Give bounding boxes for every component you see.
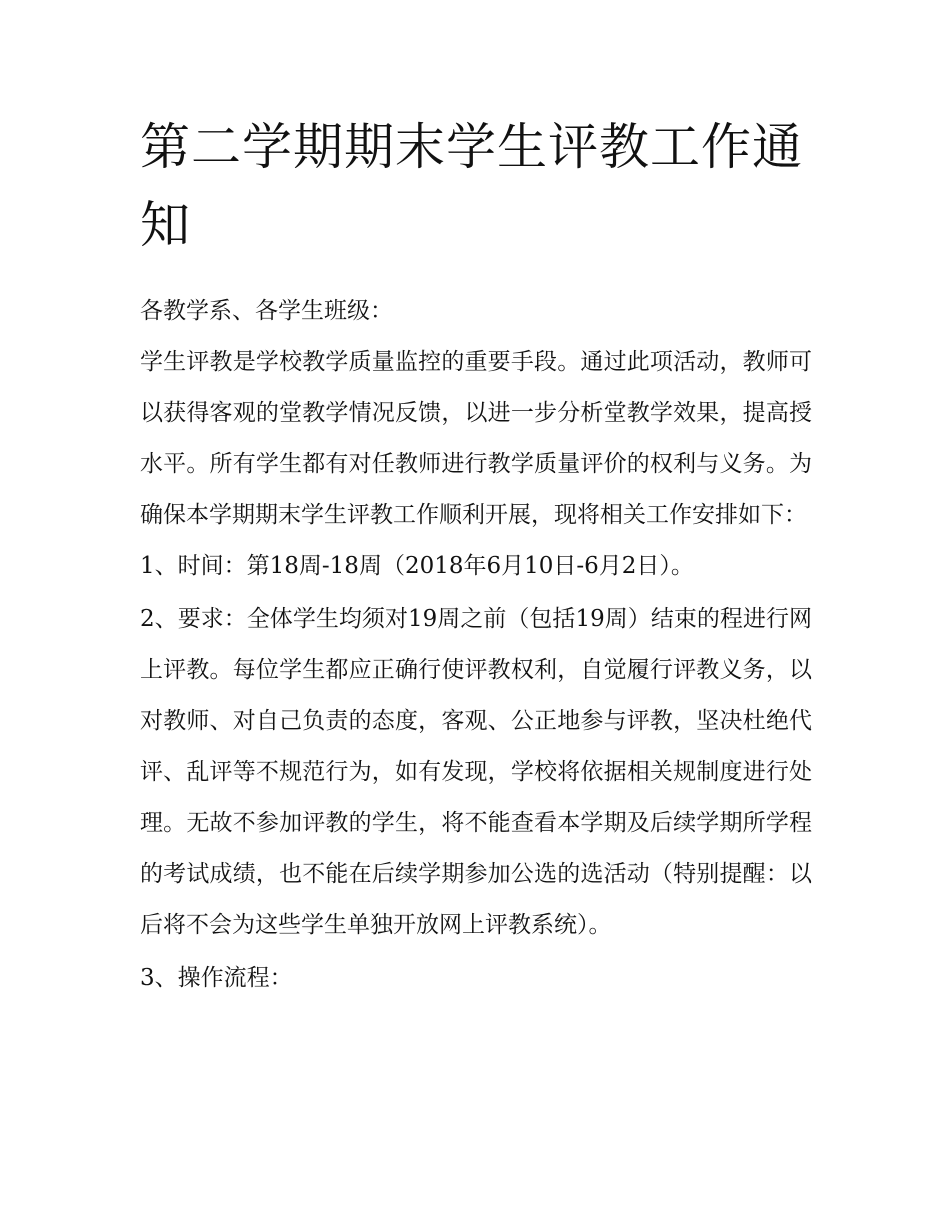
- salutation: 各教学系、各学生班级：: [140, 298, 393, 324]
- item-time: 1、时间：第18周-18周（2018年6月10日-6月2日）。: [140, 553, 694, 579]
- document-page: [140, 108, 812, 1004]
- document-title: 第二学期期末学生评教工作通知: [140, 118, 803, 254]
- item-procedure: 3、操作流程：: [140, 965, 293, 991]
- intro-paragraph: 学生评教是学校教学质量监控的重要手段。通过此项活动，教师可以获得客观的堂教学情况反馈，以进一步分析堂教学效果，提高授水平。所有学生都有对任教师进行教学质量评价的权利与义务。为确保本学期期末学生评教工作顺利开展，现将相关工作安排如下：: [140, 349, 812, 528]
- item-requirements: 2、要求：全体学生均须对19周之前（包括19周）结束的程进行网上评教。每位学生都应正确行使评教权利，自觉履行评教义务，以对教师、对自己负责的态度，客观、公正地参与评教，坚决杜绝代评、乱评等不规范行为，如有发现，学校将依据相关规制度进行处理。无故不参加评教的学生，将不能查看本学期及后续学期所学程的考试成绩，也不能在后续学期参加公选的选活动（特别提醒：以后将不会为这些学生单独开放网上评教系统）。: [140, 606, 812, 938]
